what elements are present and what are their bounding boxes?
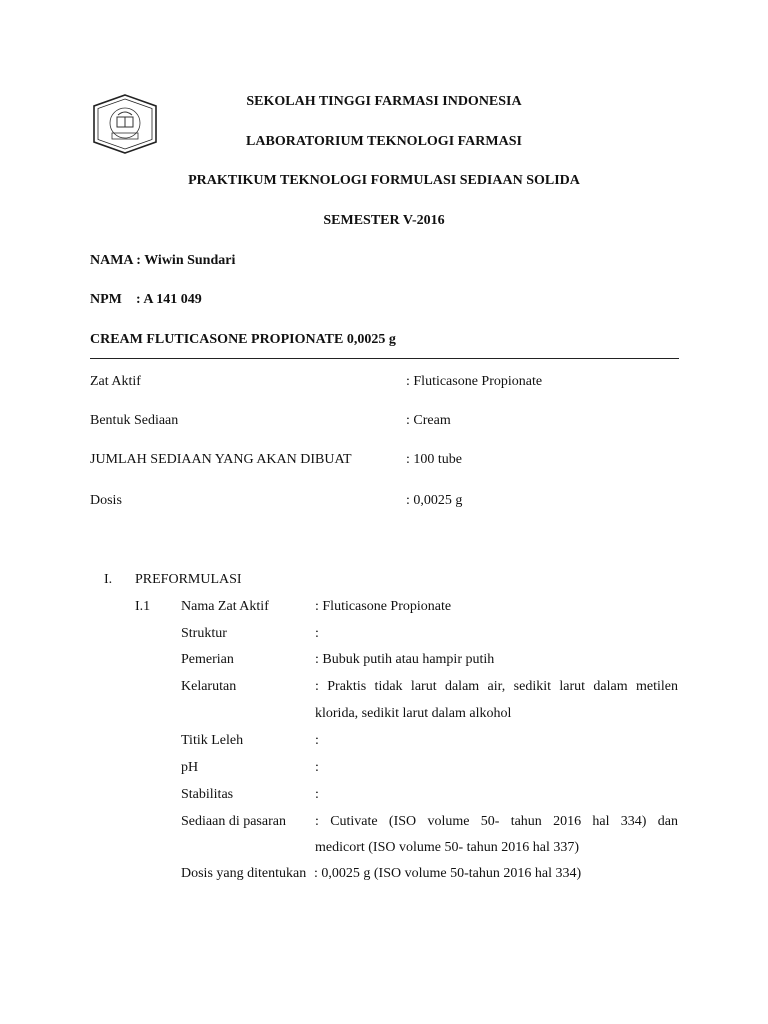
field-value-continued: klorida, sedikit larut dalam alkohol [315,706,512,721]
field-label: Sediaan di pasaran [181,814,286,829]
field-value: : [315,733,319,748]
summary-value: : 0,0025 g [406,493,463,508]
lab-name: LABORATORIUM TEKNOLOGI FARMASI [246,134,522,149]
summary-value: : 100 tube [406,452,462,467]
field-label: Stabilitas [181,787,234,802]
title-divider [90,358,679,359]
field-value-continued: medicort (ISO volume 50- tahun 2016 hal 337) [315,840,580,855]
field-value: : [315,626,319,641]
student-name-label: NAMA : [90,253,145,268]
student-name-row [90,253,235,269]
field-label: Titik Leleh [181,733,244,748]
summary-label: Dosis [90,493,122,508]
student-name-value: Wiwin Sundari [144,253,236,268]
field-value: : 0,0025 g (ISO volume 50-tahun 2016 hal 334) [314,866,582,881]
field-label: Nama Zat Aktif [181,599,269,614]
field-value: : [315,787,319,802]
field-label: Struktur [181,626,227,641]
field-value: : Fluticasone Propionate [315,599,452,614]
student-npm-label: NPM [90,292,122,307]
field-value: : [315,760,319,775]
field-label: pH [181,760,199,775]
section-title: PREFORMULASI [135,572,242,587]
summary-label: Zat Aktif [90,374,141,389]
field-label: Dosis yang ditentukan [181,866,307,881]
field-value: : Bubuk putih atau hampir putih [315,652,495,667]
course-title: PRAKTIKUM TEKNOLOGI FORMULASI SEDIAAN SOLIDA [188,173,580,188]
institution-name: SEKOLAH TINGGI FARMASI INDONESIA [246,94,522,109]
section-number: I. [104,572,113,587]
summary-label: JUMLAH SEDIAAN YANG AKAN DIBUAT [90,452,352,467]
student-npm-value: : A 141 049 [136,292,202,307]
semester: SEMESTER V-2016 [323,213,445,228]
field-value: : Cutivate (ISO volume 50- tahun 2016 hal 334) dan [315,814,678,829]
summary-value: : Cream [406,413,451,428]
summary-label: Bentuk Sediaan [90,413,179,428]
field-value: : Praktis tidak larut dalam air, sedikit larut dalam metilen [315,679,678,694]
subsection-number: I.1 [135,599,151,614]
summary-value: : Fluticasone Propionate [406,374,543,389]
field-label: Pemerian [181,652,234,667]
field-label: Kelarutan [181,679,237,694]
document-title: CREAM FLUTICASONE PROPIONATE 0,0025 g [90,332,396,347]
